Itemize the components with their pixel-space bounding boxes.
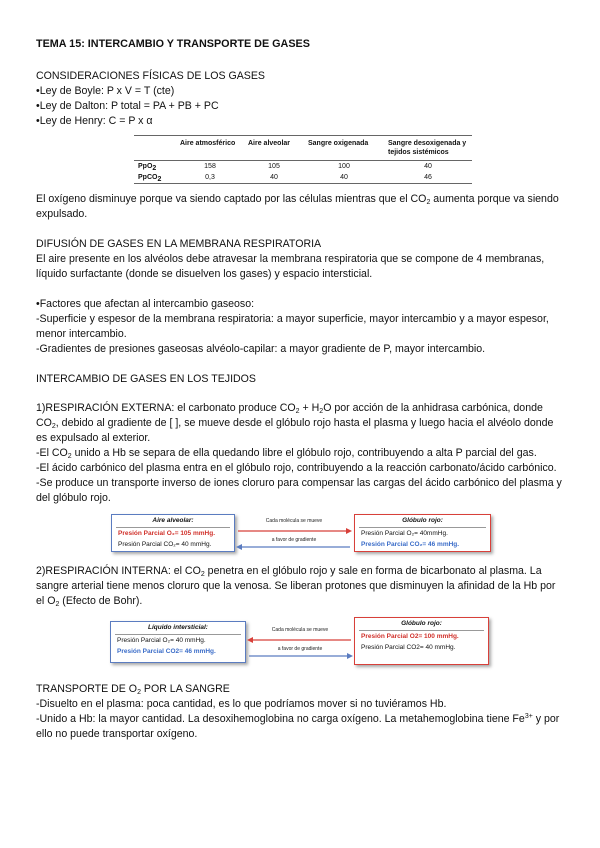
- section-heading-transport: TRANSPORTE DE $O_2$ POR LA SANGRE: [36, 683, 230, 696]
- table-cell: 158: [204, 163, 216, 170]
- table-cell: 40: [304, 172, 384, 184]
- oxygen-co2-paragraph: El oxígeno disminuye porque va siendo captado por las células mientras que el $CO_2$ aumenta porque va siendo expulsado.: [36, 193, 559, 220]
- chloride-shift-paragraph: -Se produce un transporte inverso de iones cloruro para compensar las cargas del ácido carbónico del plasma y del glóbulo rojo.: [36, 477, 562, 504]
- table-cell: 40: [244, 172, 304, 184]
- flow-label-bottom: a favor de gradiente: [271, 537, 317, 543]
- flow-arrows: [247, 615, 353, 667]
- table-header-empty: [134, 136, 176, 161]
- table-cell: 100: [338, 163, 350, 170]
- box-line: Presión Parcial CO₂= 46 mmHg.: [361, 541, 460, 548]
- box-line: Presión Parcial O₂= 105 mmHg.: [118, 530, 216, 537]
- document-page: [36, 38, 566, 742]
- table-row-label: PpO$_2$: [138, 163, 157, 172]
- internal-respiration-paragraph: 2)RESPIRACIÓN INTERNA: el $CO_2$ penetra en el glóbulo rojo y sale en forma de bicarbonato al plasma. La sangre arterial tiene menos cloruro que la venosa. Se liberan protones que disminuyen la afinidad de la Hb por el $O_2$ (Efecto de Bohr).: [36, 565, 556, 608]
- table-header-row: [134, 136, 472, 161]
- table-cell: 105: [268, 163, 280, 170]
- factor-gradient: -Gradientes de presiones gaseosas alvéolo-capilar: a mayor gradiente de P, mayor intercambio.: [36, 343, 486, 355]
- document-title: TEMA 15: INTERCAMBIO Y TRANSPORTE DE GASES: [36, 38, 310, 50]
- section-heading-physical: CONSIDERACIONES FÍSICAS DE LOS GASES: [36, 70, 265, 82]
- box-line: Presión Parcial CO2= 46 mmHg.: [117, 648, 216, 655]
- flow-label-top: Cada molécula se mueve: [271, 627, 329, 633]
- box-title: Aire alveolar:: [116, 515, 230, 528]
- table-header: Aire alveolar: [244, 136, 304, 161]
- dissolved-plasma-paragraph: -Disuelto en el plasma: poca cantidad, es lo que podríamos mover si no tuviéramos Hb.: [36, 698, 447, 710]
- o2-arrowhead: [247, 637, 253, 643]
- section-heading-tissues: INTERCAMBIO DE GASES EN LOS TEJIDOS: [36, 373, 256, 385]
- table-row: [134, 172, 472, 184]
- table-cell: 46: [384, 172, 472, 184]
- section-heading-diffusion: DIFUSIÓN DE GASES EN LA MEMBRANA RESPIRATORIA: [36, 238, 322, 250]
- table-row-label: PpCO$_2$: [134, 172, 176, 184]
- interstitial-fluid-box: [110, 621, 246, 663]
- box-line: Presión Parcial CO2= 40 mmHg.: [361, 644, 456, 651]
- flow-label-bottom: a favor de gradiente: [277, 646, 323, 652]
- external-respiration-paragraph: 1)RESPIRACIÓN EXTERNA: el carbonato produce $CO_2 + H_2O$ por acción de la anhidrasa carbónica, donde $CO_2$, debido al gradiente de [ ], se mueve desde el glóbulo rojo hasta el plasma y luego hacia el alvéolo donde es expulsado al exterior.: [36, 402, 554, 444]
- diffusion-paragraph: El aire presente en los alvéolos debe atravesar la membrana respiratoria que se compone de 4 membranas, líquido surfactante (donde se disuelven los gases) y espacio intersticial.: [36, 253, 545, 280]
- table-header: Sangre oxigenada: [304, 136, 384, 161]
- law-henry: •Ley de Henry: C = P x α: [36, 115, 153, 127]
- law-dalton: •Ley de Dalton: P total = PA + PB + PC: [36, 100, 219, 112]
- flow-arrows: [236, 512, 352, 556]
- box-title: Glóbulo rojo:: [359, 515, 486, 528]
- carbonic-acid-paragraph: -El ácido carbónico del plasma entra en el glóbulo rojo, contribuyendo a la reacción carbonato/ácido carbónico.: [36, 462, 557, 474]
- partial-pressure-table: [134, 135, 472, 184]
- table-header: Aire atmosférico: [176, 136, 244, 161]
- law-boyle: •Ley de Boyle: P x V = T (cte): [36, 85, 175, 97]
- factors-title: •Factores que afectan al intercambio gaseoso:: [36, 298, 255, 310]
- co2-hb-paragraph: -El $CO_2$ unido a Hb se separa de ella quedando libre el glóbulo rojo, contribuyendo a alta P parcial del gas.: [36, 447, 537, 460]
- table-cell: 0,3: [176, 172, 244, 184]
- table-row: [134, 161, 472, 173]
- box-line: Presión Parcial O₂= 40mmHg.: [361, 530, 448, 537]
- co2-arrowhead: [236, 544, 242, 550]
- internal-exchange-diagram: [36, 615, 566, 667]
- box-title: Líquido intersticial:: [115, 622, 241, 635]
- hb-bound-paragraph: -Unido a Hb: la mayor cantidad. La desoxihemoglobina no carga oxígeno. La metahemoglobina tiene $Fe^{3+}$ y por ello no puede transportar oxígeno.: [36, 713, 560, 740]
- table-cell: 40: [424, 163, 432, 170]
- flow-label-top: Cada molécula se mueve: [265, 518, 323, 524]
- box-line: Presión Parcial CO₂= 40 mmHg.: [118, 541, 212, 548]
- box-line: Presión Parcial O2= 100 mmHg.: [361, 633, 459, 640]
- external-exchange-diagram: [36, 512, 566, 556]
- factor-surface: -Superficie y espesor de la membrana respiratoria: a mayor superficie, mayor intercambio y a mayor espesor, menor intercambio.: [36, 313, 549, 340]
- co2-arrowhead: [347, 653, 353, 659]
- alveolar-air-box: [111, 514, 235, 552]
- table-header: Sangre desoxigenada y tejidos sistémicos: [384, 136, 472, 161]
- red-cell-box: [354, 617, 489, 665]
- o2-arrowhead: [346, 528, 352, 534]
- box-title: Glóbulo rojo:: [359, 618, 484, 631]
- red-cell-box: [354, 514, 491, 552]
- box-line: Presión Parcial O₂= 40 mmHg.: [117, 637, 206, 644]
